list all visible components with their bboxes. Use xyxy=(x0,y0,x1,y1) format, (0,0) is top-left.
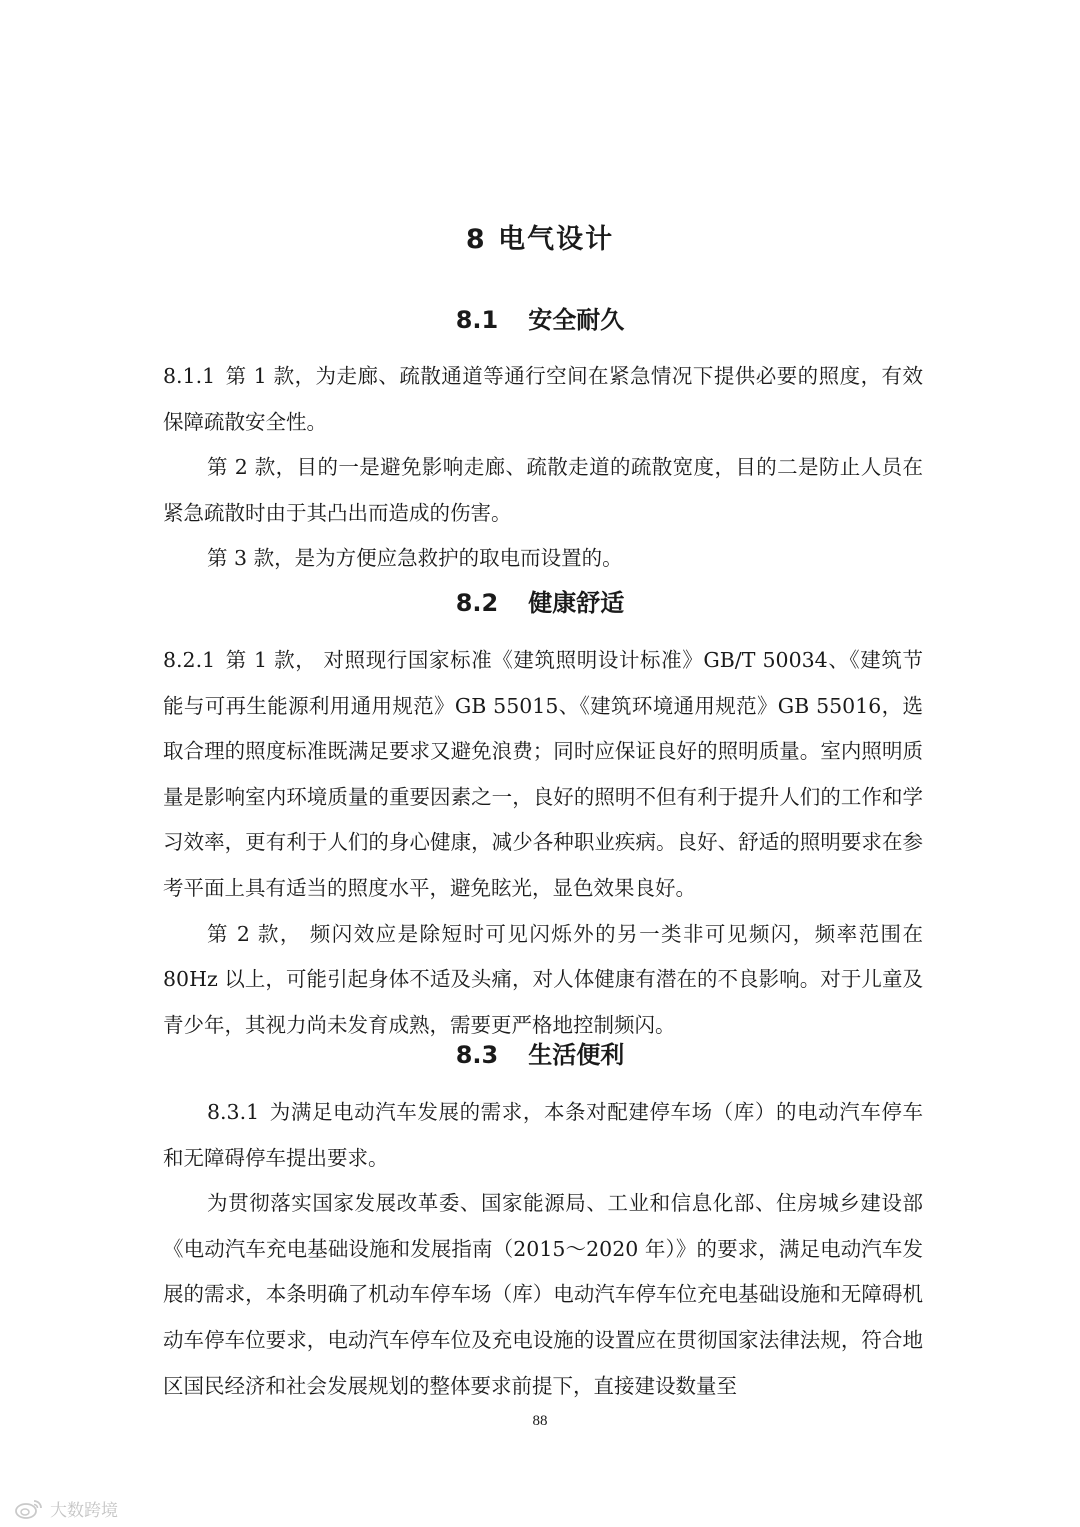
paragraph: 第 2 款，目的一是避免影响走廊、疏散走道的疏散宽度，目的二是防止人员在紧急疏散时由于其凸出而造成的伤害。 xyxy=(163,455,923,525)
clause-8-1-1-paragraph xyxy=(163,354,923,445)
section-heading-8-3 xyxy=(0,1039,1080,1071)
clause-8-3-1-paragraph xyxy=(163,1090,923,1181)
page-number: 88 xyxy=(532,1413,548,1429)
section-title-text: 生活便利 xyxy=(528,1041,625,1069)
chapter-title: 8 电气设计 xyxy=(465,224,615,255)
section-number: 8.2 xyxy=(455,589,499,617)
section-number: 8.3 xyxy=(455,1041,499,1069)
section-heading-8-2 xyxy=(0,587,1080,619)
clause-number: 8.1.1 xyxy=(163,364,216,388)
clause-number: 8.3.1 xyxy=(207,1100,260,1124)
clause-number: 8.2.1 xyxy=(163,648,216,672)
section-title-text: 安全耐久 xyxy=(528,306,625,334)
section-8-2-body xyxy=(163,638,923,1048)
paragraph: 为贯彻落实国家发展改革委、国家能源局、工业和信息化部、住房城乡建设部《电动汽车充电基础设施和发展指南（2015～2020 年）》的要求，满足电动汽车发展的需求，本条明确了机动车停车场（库）电动汽车停车位充电基础设施和无障碍机动车停车位要求，电动汽车停车位及充电设施的设置应在贯彻国家法律法规，符合地区国民经济和社会发展规划的整体要求前提下，直接建设数量至 xyxy=(163,1191,923,1398)
paragraph: 第 2 款， 频闪效应是除短时可见闪烁外的另一类非可见频闪，频率范围在 80Hz 以上，可能引起身体不适及头痛，对人体健康有潜在的不良影响。对于儿童及青少年，其视力尚未发育成熟，需要更严格地控制频闪。 xyxy=(163,921,923,1037)
section-8-3-body xyxy=(163,1090,923,1409)
section-heading-8-1 xyxy=(0,304,1080,336)
watermark-text: 大数跨境 xyxy=(50,1501,118,1521)
section-title-text: 健康舒适 xyxy=(528,589,625,617)
weibo-logo-icon xyxy=(14,1498,44,1520)
paragraph-text: 第 1 款， 对照现行国家标准《建筑照明设计标准》GB/T 50034、《建筑节能与可再生能源利用通用规范》GB 55015、《建筑环境通用规范》GB 55016，选取合理的照度标准既满足要求又避免浪费；同时应保证良好的照明质量。室内照明质量是影响室内环境质量的重要因素之一，良好的照明不但有利于提升人们的工作和学习效率，更有利于人们的身心健康，减少各种职业疾病。良好、舒适的照明要求在参考平面上具有适当的照度水平，避免眩光，显色效果良好。 xyxy=(163,648,923,900)
paragraph: 第 3 款，是为方便应急救护的取电而设置的。 xyxy=(207,546,623,571)
clause-8-2-1-paragraph xyxy=(163,638,923,912)
paragraph-text: 第 1 款，为走廊、疏散通道等通行空间在紧急情况下提供必要的照度，有效保障疏散安全性。 xyxy=(163,364,923,434)
section-8-1-body xyxy=(163,354,923,582)
watermark xyxy=(14,1496,118,1521)
paragraph-text: 为满足电动汽车发展的需求，本条对配建停车场（库）的电动汽车停车和无障碍停车提出要求。 xyxy=(163,1100,923,1170)
section-number: 8.1 xyxy=(455,306,499,334)
